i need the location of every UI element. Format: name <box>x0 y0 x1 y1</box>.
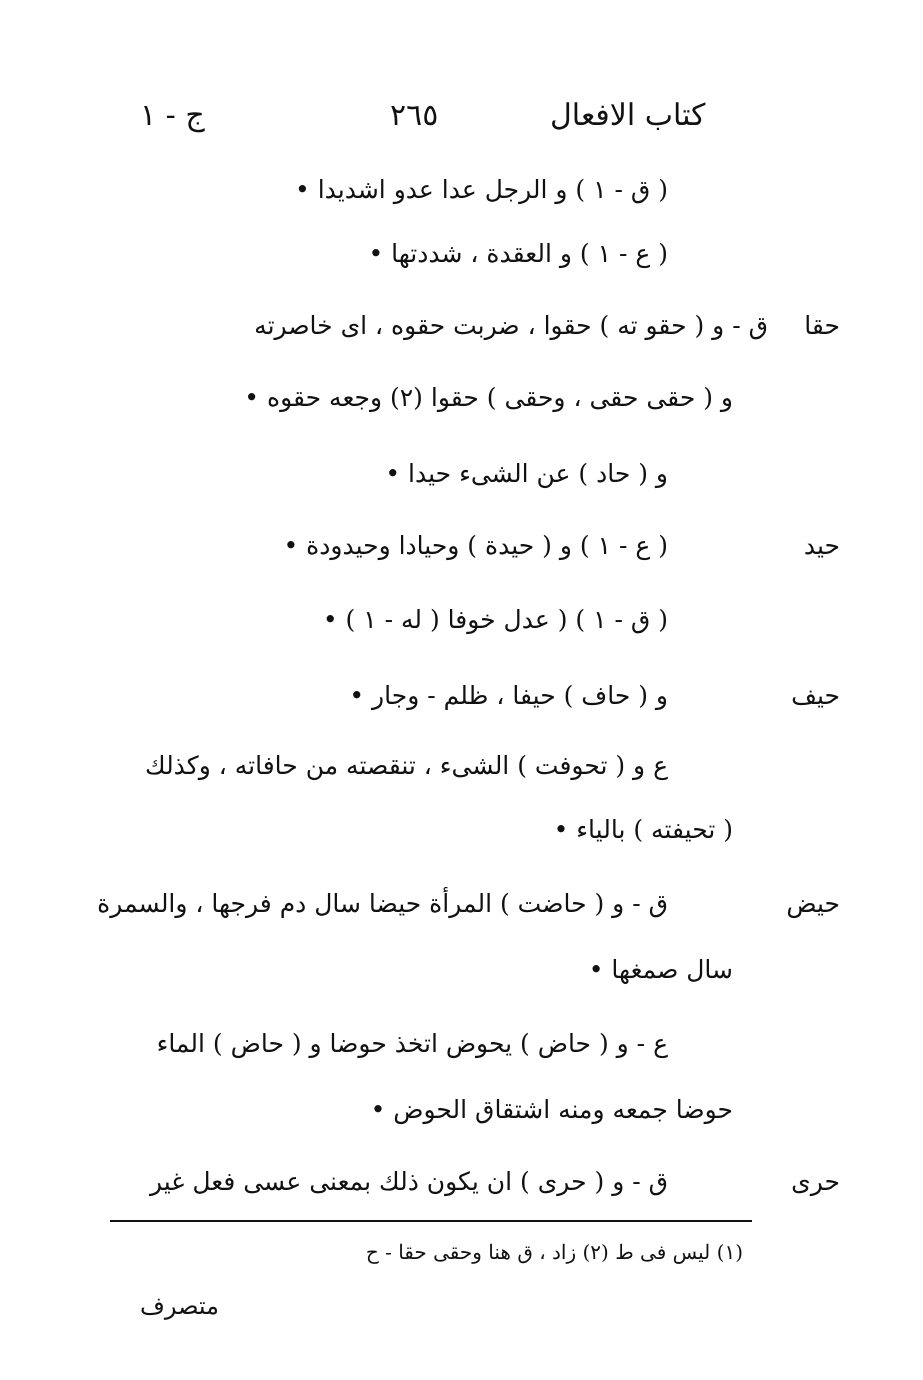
text-line: ( ع - ١ ) و ( حيدة ) وحيادا وحيدودة • <box>283 531 668 560</box>
footnote: (١) ليس فى ط (٢) زاد ، ق هنا وحقى حقا - ح <box>365 1240 743 1264</box>
volume-label: ج - ١ <box>140 98 205 133</box>
headword: حيض <box>786 889 840 918</box>
text-line: ( ع - ١ ) و العقدة ، شددتها • <box>368 239 668 268</box>
text-line: و ( حاد ) عن الشىء حيدا • <box>385 459 668 488</box>
text-line: و ( حاف ) حيفا ، ظلم - وجار • <box>349 681 668 710</box>
text-line: ق - و ( حرى ) ان يكون ذلك بمعنى عسى فعل غير <box>149 1167 668 1196</box>
text-line: سال صمغها • <box>588 955 733 984</box>
headword: حيد <box>803 531 840 560</box>
catchword: متصرف <box>140 1292 220 1320</box>
text-line: ق - و ( حاضت ) المرأة حيضا سال دم فرجها ، والسمرة <box>97 889 668 918</box>
text-line: و ( حقى حقى ، وحقى ) حقوا (٢) وجعه حقوه • <box>244 383 733 412</box>
footnote-divider <box>110 1220 752 1222</box>
headword: حقا <box>804 311 840 340</box>
text-line: ( ق - ١ ) ( عدل خوفا ( له - ١ ) • <box>322 605 668 634</box>
text-line: ع و ( تحوفت ) الشىء ، تنقصته من حافاته ، وكذلك <box>145 751 668 780</box>
text-line: حوضا جمعه ومنه اشتقاق الحوض • <box>370 1095 733 1124</box>
page-number: ٢٦٥ <box>390 98 439 133</box>
text-line: ( تحيفته ) بالياء • <box>553 815 733 844</box>
text-line: ع - و ( حاض ) يحوض اتخذ حوضا و ( حاض ) الماء <box>156 1029 668 1058</box>
text-line: ق - و ( حقو ته ) حقوا ، ضربت حقوه ، اى خاصرته <box>254 311 768 340</box>
headword: حيف <box>791 681 840 710</box>
book-title: كتاب الافعال <box>550 98 706 133</box>
text-line: ( ق - ١ ) و الرجل عدا عدو اشديدا • <box>295 175 668 204</box>
headword: حرى <box>791 1167 840 1196</box>
